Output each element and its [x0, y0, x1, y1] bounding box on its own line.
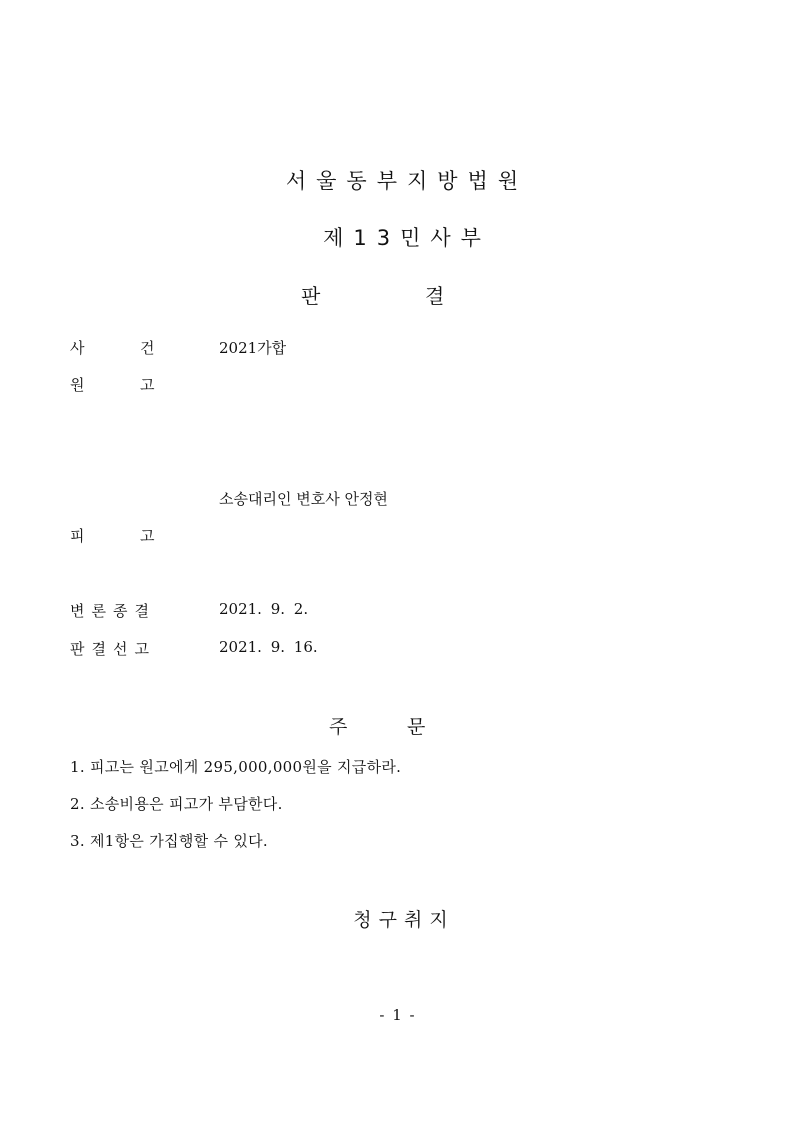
court-name: 서울동부지방법원	[285, 169, 529, 193]
case-label-right: 건	[140, 339, 155, 357]
order-heading-right: 문	[407, 716, 426, 738]
page-number: - 1 -	[379, 1006, 415, 1024]
plaintiff-label-left: 원	[70, 376, 85, 394]
division-name: 제13민사부	[323, 226, 491, 250]
document-type-right: 결	[425, 284, 445, 308]
ruling-label: 판결선고	[70, 640, 156, 658]
order-item: 3. 제1항은 가집행할 수 있다.	[70, 832, 268, 850]
order-item: 1. 피고는 원고에게 295,000,000원을 지급하라.	[70, 758, 402, 776]
order-item: 2. 소송비용은 피고가 부담한다.	[70, 795, 283, 813]
defendant-label-left: 피	[70, 527, 85, 545]
ruling-date: 2021. 9. 16.	[219, 638, 318, 656]
closing-date: 2021. 9. 2.	[219, 600, 309, 618]
case-number: 2021가합	[219, 339, 287, 357]
order-heading-left: 주	[329, 716, 348, 738]
plaintiff-label-right: 고	[140, 376, 155, 394]
document-type-left: 판	[301, 284, 321, 308]
case-label-left: 사	[70, 339, 85, 357]
claim-heading: 청구취지	[353, 909, 455, 931]
plaintiff-counsel: 소송대리인 변호사 안정현	[219, 490, 388, 508]
closing-label: 변론종결	[70, 602, 156, 620]
defendant-label-right: 고	[140, 527, 155, 545]
